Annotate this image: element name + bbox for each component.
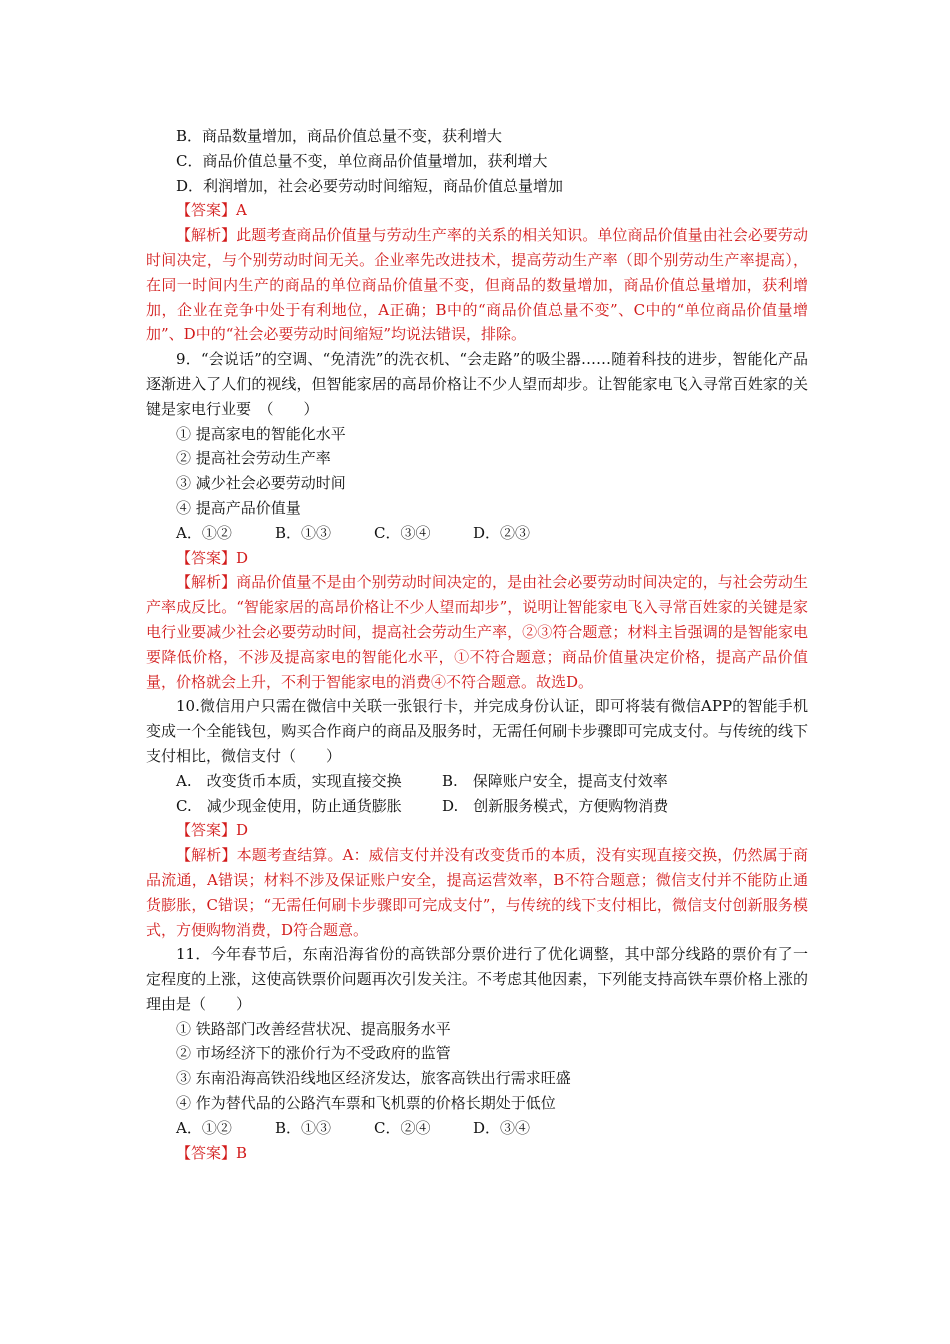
q10-answer (146, 818, 808, 843)
q10-options-row-2 (146, 794, 808, 819)
q11-item-3: ③ 东南沿海高铁沿线地区经济发达，旅客高铁出行需求旺盛 (176, 1069, 571, 1088)
q8-option-d: D．利润增加，社会必要劳动时间缩短，商品价值总量增加 (176, 176, 564, 195)
analysis-tag: 【解析】 (176, 573, 237, 592)
answer-tag: 【答案】 (176, 548, 237, 567)
q9-option-b: B．①③ (275, 523, 332, 542)
q11-option-a: A．①② (176, 1118, 232, 1137)
q11-item-2: ② 市场经济下的涨价行为不受政府的监管 (176, 1044, 451, 1063)
q11-answer (146, 1141, 808, 1166)
answer-value: D (236, 821, 249, 840)
answer-value: A (236, 201, 247, 220)
q9-item-2: ② 提高社会劳动生产率 (176, 449, 331, 468)
q9-item-4: ④ 提高产品价值量 (176, 498, 301, 517)
analysis-text: 商品价值量不是由个别劳动时间决定的，是由社会必要劳动时间决定的，与社会劳动生产率成反比。“智能家居的高昂价格让不少人望而却步”，说明让智能家电飞入寻常百姓家的关键是家电行业要减少社会必要劳动时间，提高社会劳动生产率，②③符合题意；材料主旨强调的是智能家电要降低价格，不涉及提高家电的智能化水平，①不符合题意；商品价值量决定价格，提高产品价值量，价格就会上升，不利于智能家电的消费④不符合题意。故选D。 (146, 573, 808, 691)
q9-item-1: ① 提高家电的智能化水平 (176, 424, 346, 443)
q9-item-3: ③ 减少社会必要劳动时间 (176, 474, 346, 493)
q10-option-a: A. 改变货币本质，实现直接交换 (176, 771, 402, 790)
q11-option-c: C．②④ (374, 1118, 431, 1137)
analysis-tag: 【解析】 (176, 846, 237, 865)
q10-stem: 10.微信用户只需在微信中关联一张银行卡，并完成身份认证，即可将装有微信APP的智能手机变成一个全能钱包，购买合作商户的商品及服务时，无需任何刷卡步骤即可完成支付。与传统的线下支付相比，微信支付（ ） (146, 697, 808, 765)
q8-analysis (146, 223, 808, 347)
analysis-text: 此题考查商品价值量与劳动生产率的关系的相关知识。单位商品价值量由社会必要劳动时间决定，与个别劳动时间无关。企业率先改进技术，提高劳动生产率（即个别劳动生产率提高），在同一时间内生产的商品的单位商品价值量不变，但商品的数量增加，商品价值总量增加，获利增加，企业在竞争中处于有利地位，A正确；B中的“商品价值总量不变”、C中的“单位商品价值量增加”、D中的“社会必要劳动时间缩短”均说法错误，排除。 (146, 226, 808, 344)
q9-option-d: D．②③ (473, 523, 531, 542)
q9-option-a: A．①② (176, 523, 232, 542)
document-page (146, 124, 808, 1165)
q11-option-b: B．①③ (275, 1118, 332, 1137)
q9-stem: 9．“会说话”的空调、“免清洗”的洗衣机、“会走路”的吸尘器……随着科技的进步，智能化产品逐渐进入了人们的视线，但智能家居的高昂价格让不少人望而却步。让智能家电飞入寻常百姓家的关键是家电行业要 （ ） (146, 350, 808, 418)
q9-answer (146, 546, 808, 571)
q11-option-d: D．③④ (473, 1118, 531, 1137)
q11-item-4: ④ 作为替代品的公路汽车票和飞机票的价格长期处于低位 (176, 1094, 556, 1113)
q11-item-1: ① 铁路部门改善经营状况、提高服务水平 (176, 1019, 451, 1038)
q8-option-b: B．商品数量增加，商品价值总量不变，获利增大 (176, 127, 503, 145)
q10-option-b: B. 保障账户安全，提高支付效率 (442, 771, 668, 790)
q10-option-d: D. 创新服务模式，方便购物消费 (442, 796, 669, 815)
q10-options-row-1 (146, 769, 808, 794)
answer-value: D (236, 548, 249, 567)
q8-option-c: C．商品价值总量不变，单位商品价值量增加，获利增大 (176, 151, 548, 170)
analysis-tag: 【解析】 (176, 226, 237, 245)
q10-analysis (146, 843, 808, 942)
q9-option-c: C．③④ (374, 523, 431, 542)
analysis-text: 本题考查结算。A：威信支付并没有改变货币的本质，没有实现直接交换，仍然属于商品流通，A错误；材料不涉及保证账户安全，提高运营效率，B不符合题意；微信支付并不能防止通货膨胀，C错误；“无需任何刷卡步骤即可完成支付”，与传统的线下支付相比，微信支付创新服务模式，方便购物消费，D符合题意。 (146, 846, 808, 939)
q9-options (146, 521, 808, 546)
q8-answer (146, 198, 808, 223)
q11-options (146, 1116, 808, 1141)
q10-option-c: C. 减少现金使用，防止通货膨胀 (176, 796, 402, 815)
q9-analysis (146, 570, 808, 694)
q11-stem: 11．今年春节后，东南沿海省份的高铁部分票价进行了优化调整，其中部分线路的票价有了一定程度的上涨，这使高铁票价问题再次引发关注。不考虑其他因素，下列能支持高铁车票价格上涨的理由是（ ） (146, 945, 808, 1013)
answer-tag: 【答案】 (176, 1143, 237, 1162)
answer-tag: 【答案】 (176, 201, 237, 220)
answer-value: B (236, 1143, 248, 1162)
answer-tag: 【答案】 (176, 821, 237, 840)
